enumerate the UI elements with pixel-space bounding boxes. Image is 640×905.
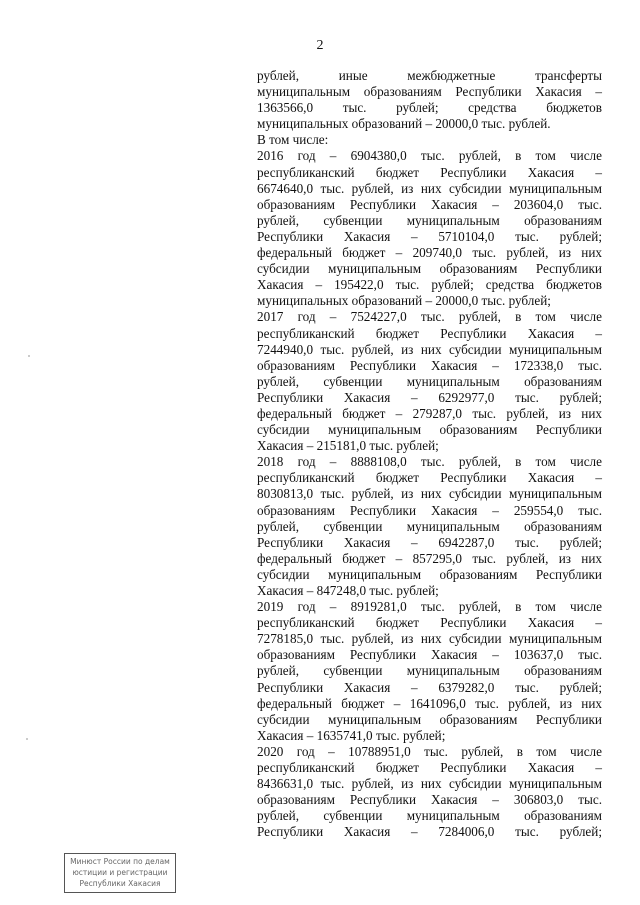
text-line: субсидии муниципальным образованиям Республики [257,422,602,438]
text-line: федеральный бюджет – 209740,0 тыс. рублей, из них [257,245,602,261]
stamp-line: юстиции и регистрации [72,868,168,877]
text-line: 8030813,0 тыс. рублей, из них субсидии муниципальным [257,486,602,502]
text-line: 7244940,0 тыс. рублей, из них субсидии муниципальным [257,341,602,357]
scan-artifact-dot [28,355,30,357]
text-line: Хакасия – 847248,0 тыс. рублей; [257,583,439,598]
text-line: 2020 год – 10788951,0 тыс. рублей, в том числе [257,743,602,759]
text-line: 8436631,0 тыс. рублей, из них субсидии муниципальным [257,776,602,792]
text-line: республиканский бюджет Республики Хакасия – [257,615,602,631]
text-line: республиканский бюджет Республики Хакасия – [257,760,602,776]
text-line: субсидии муниципальным образованиям Республики [257,711,602,727]
text-line: Республики Хакасия – 6379282,0 тыс. рублей; [257,679,602,695]
text-line: 6674640,0 тыс. рублей, из них субсидии муниципальным [257,180,602,196]
text-line: рублей, иные межбюджетные трансферты [257,68,602,83]
text-line: рублей, субвенции муниципальным образованиям [257,518,602,534]
text-line: 2016 год – 6904380,0 тыс. рублей, в том числе [257,148,602,164]
text-line: 1363566,0 тыс. рублей; средства бюджетов [257,100,602,116]
stamp-line: Минюст России по делам [70,857,170,866]
text-line: федеральный бюджет – 279287,0 тыс. рублей, из них [257,405,602,421]
stamp-line: Республики Хакасия [79,879,161,888]
text-line: муниципальным образованиям Республики Хакасия – [257,84,602,100]
text-column [257,68,602,841]
text-line: образованиям Республики Хакасия – 103637,0 тыс. [257,647,602,663]
scan-artifact-dot [26,738,28,740]
text-line: субсидии муниципальным образованиям Республики [257,566,602,582]
text-line: Республики Хакасия – 6292977,0 тыс. рублей; [257,389,602,405]
text-line: федеральный бюджет – 857295,0 тыс. рублей, из них [257,550,602,566]
text-line: образованиям Республики Хакасия – 259554,0 тыс. [257,502,602,518]
text-line: муниципальных образований – 20000,0 тыс. рублей; [257,293,551,309]
text-line: рублей, субвенции муниципальным образованиям [257,663,602,679]
text-line: 7278185,0 тыс. рублей, из них субсидии муниципальным [257,631,602,647]
text-line: рублей, субвенции муниципальным образованиям [257,373,602,389]
text-line: рублей, субвенции муниципальным образованиям [257,212,602,228]
text-line: Республики Хакасия – 6942287,0 тыс. рублей; [257,534,602,550]
text-line: 2019 год – 8919281,0 тыс. рублей, в том числе [257,599,602,615]
text-line: образованиям Республики Хакасия – 203604,0 тыс. [257,196,602,212]
text-line: республиканский бюджет Республики Хакасия – [257,470,602,486]
text-line: муниципальных образований – 20000,0 тыс. рублей. [257,116,551,132]
text-line: Республики Хакасия – 7284006,0 тыс. рублей; [257,824,602,840]
text-line: Хакасия – 1635741,0 тыс. рублей; [257,727,446,743]
text-line: образованиям Республики Хакасия – 172338,0 тыс. [257,357,602,373]
text-line: субсидии муниципальным образованиям Республики [257,261,602,277]
text-line: республиканский бюджет Республики Хакасия – [257,164,602,180]
text-line: образованиям Республики Хакасия – 306803,0 тыс. [257,792,602,808]
text-line: 2018 год – 8888108,0 тыс. рублей, в том числе [257,454,602,470]
text-line: Республики Хакасия – 5710104,0 тыс. рублей; [257,228,602,244]
text-line: рублей, субвенции муниципальным образованиям [257,808,602,824]
text-line: республиканский бюджет Республики Хакасия – [257,325,602,341]
page-number: 2 [316,38,324,53]
text-line: В том числе: [257,132,329,148]
text-line: Хакасия – 215181,0 тыс. рублей; [257,438,439,454]
registration-stamp [64,853,176,893]
text-line: федеральный бюджет – 1641096,0 тыс. рублей, из них [257,695,602,711]
text-line: 2017 год – 7524227,0 тыс. рублей, в том числе [257,309,602,325]
text-line: Хакасия – 195422,0 тыс. рублей; средства бюджетов [257,277,602,293]
